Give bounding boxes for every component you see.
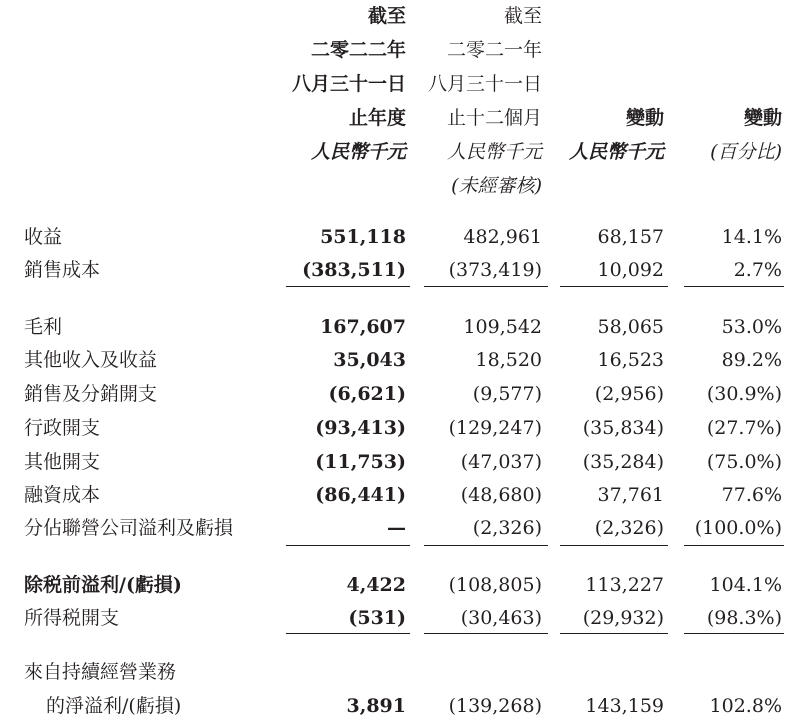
value-change-percent: (27.7%) [706,417,782,439]
value-2022: (531) [348,607,406,629]
subtotal-rule [684,545,784,546]
table-row [0,347,800,373]
subtotal-rule [286,286,410,287]
value-change: 143,159 [585,695,664,717]
col4-header-line: 變動 [743,107,782,129]
value-change-percent: 2.7% [733,259,782,281]
value-change-percent: 14.1% [721,226,782,248]
table-row [0,605,800,631]
col3-header-line: 變動 [625,107,664,129]
value-change: 16,523 [597,349,664,371]
table-row [0,257,800,283]
row-label: 的淨溢利/(虧損) [46,695,182,717]
table-row [0,572,800,598]
value-change-percent: 89.2% [721,349,782,371]
value-2021: (9,577) [472,383,542,405]
value-2022: 35,043 [333,349,406,371]
table-row [0,515,800,541]
value-2022: (93,413) [315,417,406,439]
col1-header-line: 二零二二年 [310,39,406,61]
value-2021: 109,542 [463,316,542,338]
value-2021: (129,247) [448,417,542,439]
value-2021: (373,419) [448,259,542,281]
value-2022: (86,441) [315,484,406,506]
value-change-percent: 77.6% [721,484,782,506]
value-change: 68,157 [597,226,664,248]
subtotal-rule [560,286,668,287]
col2-header-unit: 人民幣千元 [446,141,542,163]
col1-header-unit: 人民幣千元 [310,141,406,163]
value-2021: (30,463) [460,607,542,629]
value-change: (2,956) [594,383,664,405]
table-row [0,659,800,685]
value-2022: 4,422 [346,574,406,596]
value-change-percent: (100.0%) [694,517,782,539]
subtotal-rule [424,545,548,546]
subtotal-rule [424,633,548,634]
col1-header-line: 八月三十一日 [291,73,406,95]
row-label: 來自持續經營業務 [24,661,177,683]
value-2021: (108,805) [448,574,542,596]
subtotal-rule [684,286,784,287]
value-2021: (47,037) [460,451,542,473]
col2-header-unaudited: (未經審核) [451,175,542,197]
value-change-percent: (75.0%) [706,451,782,473]
value-change: 58,065 [597,316,664,338]
value-change-percent: 53.0% [721,316,782,338]
table-row [0,314,800,340]
col2-header-line: 二零二一年 [446,39,542,61]
value-2021: (139,268) [448,695,542,717]
value-2021: (48,680) [460,484,542,506]
col1-header-line: 截至 [367,5,406,27]
value-change: (29,932) [582,607,664,629]
row-label: 行政開支 [24,417,101,439]
subtotal-rule [424,286,548,287]
table-row [0,381,800,407]
subtotal-rule [286,545,410,546]
row-label: 其他收入及收益 [24,349,158,371]
row-label: 分佔聯營公司溢利及虧損 [24,517,234,539]
table-row [0,415,800,441]
value-change: (35,834) [582,417,664,439]
value-2021: 482,961 [463,226,542,248]
subtotal-rule [560,633,668,634]
value-change: 37,761 [597,484,664,506]
value-2022: 167,607 [320,316,406,338]
col2-header-line: 止十二個月 [446,107,542,129]
value-change: (35,284) [582,451,664,473]
row-label: 毛利 [24,316,63,338]
table-row [0,224,800,250]
subtotal-rule [560,545,668,546]
col2-header-line: 截至 [503,5,542,27]
value-2022: 3,891 [346,695,406,717]
value-2021: (2,326) [472,517,542,539]
value-2022: (6,621) [328,383,406,405]
row-label: 融資成本 [24,484,101,506]
row-label: 所得税開支 [24,607,120,629]
col2-header-line: 八月三十一日 [427,73,542,95]
value-2021: 18,520 [475,349,542,371]
table-row [0,693,800,719]
row-label: 銷售及分銷開支 [24,383,158,405]
value-2022: (383,511) [302,259,406,281]
value-change: (2,326) [594,517,664,539]
table-row [0,449,800,475]
col3-header-unit: 人民幣千元 [568,141,664,163]
value-change-percent: (30.9%) [706,383,782,405]
value-change: 113,227 [585,574,664,596]
value-change: 10,092 [597,259,664,281]
value-2022: 551,118 [320,226,406,248]
value-2022: (11,753) [315,451,406,473]
table-row [0,482,800,508]
row-label: 其他開支 [24,451,101,473]
value-change-percent: 104.1% [709,574,782,596]
value-2022: — [387,517,406,539]
col1-header-line: 止年度 [348,107,406,129]
value-change-percent: (98.3%) [706,607,782,629]
col4-header-unit: (百分比) [710,141,782,163]
subtotal-rule [286,633,410,634]
row-label: 收益 [24,226,63,248]
value-change-percent: 102.8% [709,695,782,717]
subtotal-rule [684,633,784,634]
row-label: 除税前溢利/(虧損) [24,574,182,596]
row-label: 銷售成本 [24,259,101,281]
